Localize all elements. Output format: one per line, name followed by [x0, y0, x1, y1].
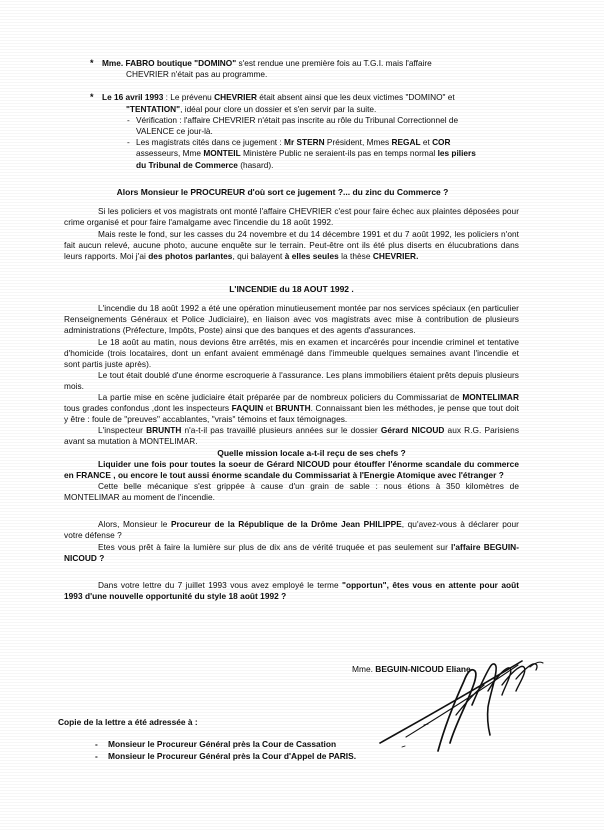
text-run: L'incendie du 18 août 1992 a été une opération minutieusement montée par nos services spéciaux (en particulier Renseignements Généraux et Police Judiciaire), en liaison avec vos magistrats avec mise à contribution de plusieurs administrations (Préfecture, Impôts, Poste) ainsi que des banques et des agents d'assurances. — [64, 303, 519, 336]
dash-bullet-marker: - — [95, 750, 98, 761]
bullet-list-dash — [64, 115, 519, 171]
dash-bullet-marker: - — [127, 137, 130, 148]
star-bullet-marker: * — [90, 58, 94, 68]
heading-incendie: L'INCENDIE du 18 AOUT 1992 . — [229, 283, 354, 294]
bold-run: "opportun", êtes vous en attente pour août 1993 d'une nouvelle opportunité du style 18 août 1992 ? — [64, 579, 519, 601]
bold-run: Gérard NICOUD — [380, 425, 445, 436]
paragraph-incendie-operation — [64, 303, 519, 336]
bullet-line — [102, 58, 432, 68]
bold-run: Liquider une fois pour toutes la soeur de Gérard NICOUD pour étouffer l'énorme scandale du commerce en FRANCE , ou encore le tout aussi énorme scandale du Commissariat à l'Energie Atomique avec l'étranger ? — [64, 459, 519, 481]
text-run: L'inspecteur — [98, 425, 147, 436]
text-run: aux R.G. Parisiens avant sa mutation à MONTELIMAR. — [64, 425, 520, 447]
text-run: La partie mise en scène judiciaire était préparée par de nombreux policiers du Commissariat de — [98, 392, 463, 403]
text-run: , idéal pour clore un dossier et s'en servir par la suite. — [180, 103, 377, 114]
text-run: Le 18 août au matin, nous devions être arrêtés, mis en examen et incarcérés pour incendie criminel et tentative d'homicide (trois locataires, dont un enfant avaient emménagé dans l'immeuble quelques semaines avant l'incendie et sont partis juste après). — [64, 336, 519, 369]
paragraph-policiers — [64, 206, 519, 228]
document-body — [64, 58, 519, 602]
bullet-line — [136, 126, 519, 137]
bold-run: du Tribunal de Commerce — [136, 159, 238, 170]
bold-run: Le 16 avril 1993 — [102, 92, 164, 103]
bold-run: Procureur de la République de la Drôme Jean PHILIPPE — [170, 519, 402, 530]
bold-run: l'affaire BEGUIN-NICOUD ? — [64, 541, 519, 563]
text-run: Etes vous prêt à faire la lumière sur plus de dix ans de vérité truquée et pas seulement sur — [98, 541, 452, 552]
bold-run: les piliers — [437, 148, 476, 159]
paragraph-fond — [64, 229, 519, 262]
bold-run: COR — [432, 137, 451, 148]
copy-recipient-list — [95, 739, 356, 762]
text-run: était absent ainsi que les deux victimes "DOMINO" et — [256, 92, 455, 103]
bold-run: à elles seules — [284, 250, 339, 261]
bullet-line — [102, 92, 455, 102]
bold-run: BRUNTH — [275, 403, 311, 414]
text-run: . Connaissant bien les méthodes, je pense que tout doit y être : foule de "preuves" accablantes, "vrais" témoins et faux témoignages. — [64, 403, 520, 425]
text-run: et — [263, 403, 276, 414]
list-item — [64, 92, 519, 114]
bold-run: MONTEIL — [203, 148, 241, 159]
signature-title: Mme. — [352, 664, 373, 674]
text-run: n'a-t-il pas travaillé plusieurs années sur le dossier — [181, 425, 381, 436]
bullet-line — [136, 160, 519, 171]
text-run: Alors, Monsieur le — [98, 519, 171, 530]
text-run: tous grades confondus ,dont les inspecteurs — [64, 403, 232, 414]
heading-procureur: Alors Monsieur le PROCUREUR d'où sort ce jugement ?... du zinc du Commerce ? — [116, 186, 449, 197]
bold-run: "TENTATION" — [126, 103, 181, 114]
bold-run: Mme. FABRO boutique "DOMINO" — [102, 58, 237, 68]
paragraph-brunth — [64, 425, 519, 447]
spacer — [64, 503, 519, 519]
copy-recipient: Monsieur le Procureur Général près la Cour d'Appel de PARIS. — [108, 750, 357, 761]
bullet-line — [102, 69, 519, 80]
text-run: Président, Mmes — [324, 137, 392, 148]
spacer — [64, 198, 519, 206]
text-run: Vérification : l'affaire CHEVRIER n'était pas inscrite au rôle du Tribunal Correctionnel de — [136, 114, 459, 125]
text-run: , qui balayent — [232, 250, 285, 261]
text-run: (hasard). — [237, 159, 274, 170]
bullet-list-star — [64, 58, 519, 115]
text-run: VALENCE ce jour-là. — [136, 126, 213, 137]
text-run: , qu'avez-vous à déclarer pour votre défense ? — [64, 519, 519, 541]
bullet-line — [136, 148, 519, 159]
text-run: Mais reste le fond, sur les casses du 24 novembre et du 14 décembre 1991 et du 7 août 1992, les policiers n'ont fait aucun relevé, aucune photo, aucune enquête sur le terrain. Peut-être ont ils été plus diserts en élucubrations dans leurs rapports. Moi j'ai — [64, 228, 519, 261]
text-run: et — [420, 137, 433, 148]
bold-run: BRUNTH — [146, 425, 182, 436]
bold-run: des photos parlantes — [148, 250, 233, 261]
list-item — [64, 137, 519, 171]
bold-run: FAQUIN — [231, 403, 264, 414]
paragraph-lettre-opportun — [64, 580, 519, 602]
bold-run: CHEVRIER. — [372, 250, 419, 261]
copy-recipient: Monsieur le Procureur Général près la Cour de Cassation — [108, 739, 337, 749]
paragraph-mecanique — [64, 481, 519, 503]
text-run: la thèse — [338, 250, 373, 261]
bold-run: REGAL — [391, 137, 421, 148]
bold-run: CHEVRIER — [214, 92, 257, 103]
spacer — [64, 295, 519, 303]
text-run: Le tout était doublé d'une énorme escroquerie à l'assurance. Les plans immobiliers étaient prêts depuis plusieurs mois. — [64, 369, 519, 391]
paragraph-liquider — [64, 459, 519, 481]
paragraph-escroquerie — [64, 370, 519, 392]
text-run: Si les policiers et vos magistrats ont monté l'affaire CHEVRIER c'est pour faire échec aux plaintes déposées pour crime organisé et pour faire l'amalgame avec l'incendie du 18 août 1992. — [64, 206, 519, 228]
bullet-line — [102, 104, 519, 115]
paragraph-etes-vous-pret — [64, 542, 519, 564]
copy-block-title: Copie de la lettre a été adressée à : — [58, 717, 198, 727]
spacer — [64, 564, 519, 580]
list-item — [64, 58, 519, 80]
heading-mission-locale: Quelle mission locale a-t-il reçu de ses chefs ? — [217, 447, 406, 458]
text-run: Dans votre lettre du 7 juillet 1993 vous avez employé le terme — [98, 579, 342, 590]
list-item — [64, 115, 519, 137]
paragraph-alors-procureur — [64, 519, 519, 541]
text-run: Ministère Public ne seraient-ils pas en temps normal — [240, 148, 438, 159]
spacer — [64, 262, 519, 284]
text-run: CHEVRIER n'était pas au programme. — [126, 69, 268, 80]
bullet-line — [136, 115, 458, 125]
text-run: : Le prévenu — [163, 92, 215, 103]
text-run: Les magistrats cités dans ce jugement : — [136, 137, 285, 148]
bullet-line — [136, 137, 451, 147]
text-run: Cette belle mécanique s'est grippée à cause d'un grain de sable : nous étions à 350 kilomètres de MONTELIMAR au moment de l'incendie. — [64, 481, 519, 503]
list-item — [95, 739, 356, 751]
list-item — [95, 751, 356, 763]
paragraph-mise-en-scene — [64, 392, 519, 425]
dash-bullet-marker: - — [127, 114, 130, 125]
bold-run: Mr STERN — [284, 137, 325, 148]
spacer — [64, 80, 519, 92]
spacer — [64, 171, 519, 187]
star-bullet-marker: * — [90, 92, 94, 103]
dash-bullet-marker: - — [95, 739, 98, 749]
paragraph-incendie-matin — [64, 337, 519, 370]
bold-run: MONTELIMAR — [462, 392, 519, 403]
text-run: assesseurs, Mme — [136, 148, 204, 159]
signature-name-line — [352, 664, 471, 674]
text-run: s'est rendue une première fois au T.G.I. mais l'affaire — [236, 58, 432, 68]
signature-name: BEGUIN-NICOUD Eliane — [375, 664, 471, 674]
